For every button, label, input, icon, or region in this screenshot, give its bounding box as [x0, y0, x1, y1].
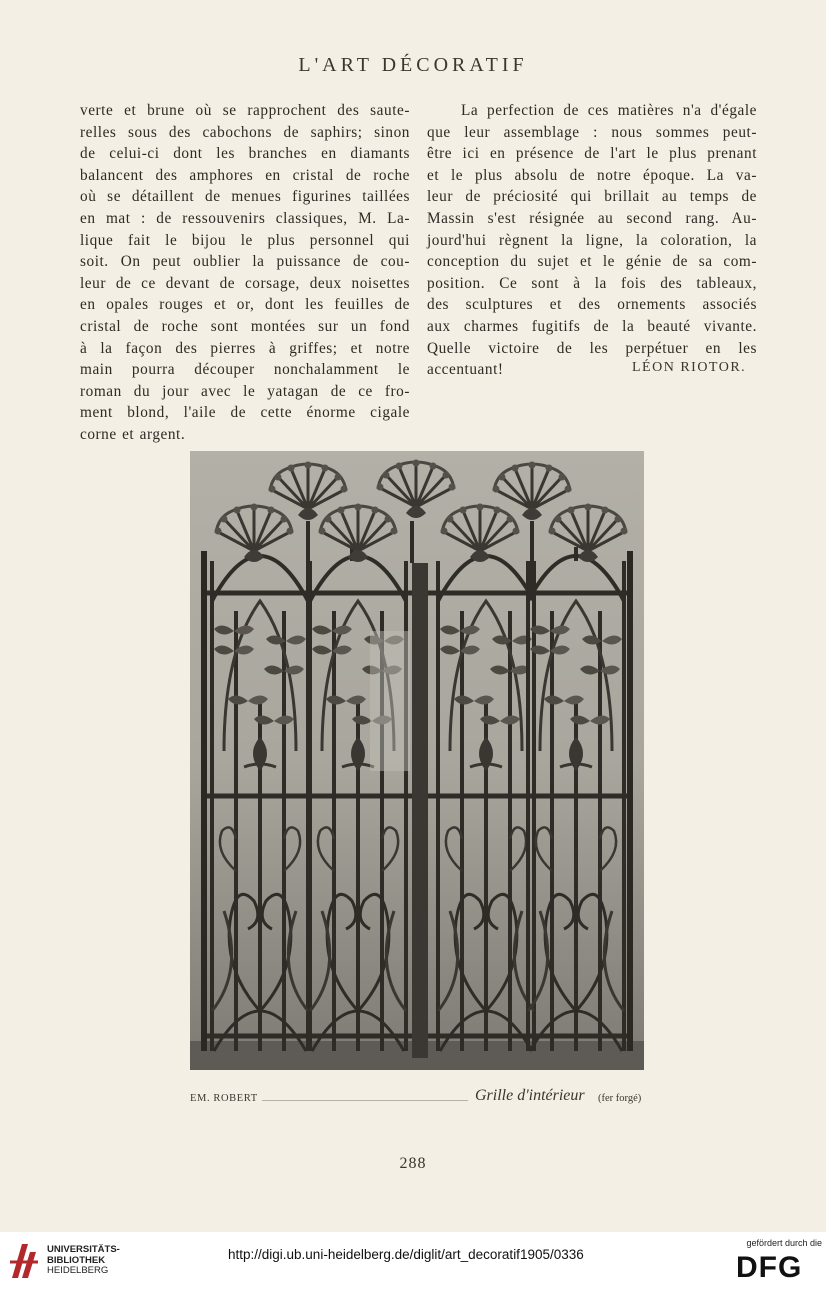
- text-line: relles sous des cabochons de saphirs; sinon: [80, 123, 410, 141]
- text-line: de celui-ci dont les branches en diamants: [80, 145, 410, 163]
- library-name-line: HEIDELBERG: [47, 1265, 109, 1276]
- library-name: [47, 1245, 120, 1277]
- gate-photograph: [190, 451, 644, 1070]
- caption-title: Grille d'intérieur: [475, 1087, 585, 1104]
- text-line: leur de ce devant de corsage, deux noisettes: [80, 274, 410, 292]
- text-line: en opales rouges et or, dont les feuilles de: [80, 296, 410, 314]
- right-text-column: [427, 100, 757, 381]
- footer-bar: [0, 1232, 826, 1291]
- caption-medium: (fer forgé): [598, 1093, 642, 1104]
- page-number: 288: [399, 1155, 427, 1172]
- text-line: verte et brune où se rapprochent des saute-: [80, 102, 410, 119]
- text-line: en mat : de ressouvenirs classiques, M. La-: [80, 209, 410, 227]
- text-line: cristal de roche sont montées sur un fond: [80, 317, 410, 335]
- text-line: où se détaillent de menues figurines taillées: [80, 188, 410, 206]
- wrought-iron-gate-illustration: [190, 451, 644, 1070]
- text-line: être ici en présence de l'art le plus prenant: [427, 145, 757, 163]
- text-line: balancent des amphores en cristal de roche: [80, 166, 410, 184]
- text-line: lique fait le bijou le plus personnel qui: [80, 231, 410, 249]
- left-text-column: [80, 100, 410, 446]
- text-line: conception du sujet et le génie de sa com-: [427, 253, 757, 271]
- text-line: des sculptures et des ornements associés: [427, 296, 757, 314]
- text-line: que leur assemblage : nous sommes peut-: [427, 123, 757, 141]
- text-line: à la façon des pierres à griffes; et notre: [80, 339, 410, 357]
- running-head: L'ART DÉCORATIF: [298, 54, 528, 76]
- text-line: accentuant!: [427, 361, 504, 379]
- text-line: position. Ce sont à la fois des tableaux,: [427, 274, 757, 292]
- library-logo-icon[interactable]: [8, 1240, 42, 1286]
- dfg-logo[interactable]: DFG: [736, 1251, 803, 1284]
- funder-label: gefördert durch die: [746, 1238, 822, 1248]
- text-line: roman du jour avec le yatagan de ce fro-: [80, 382, 410, 400]
- text-line: corne et argent.: [80, 425, 186, 443]
- author-signature: LÉON RIOTOR.: [632, 360, 747, 375]
- text-line: La perfection de ces matières n'a d'égale: [461, 102, 757, 119]
- text-line: ment blond, l'aile de cette énorme cigale: [80, 404, 410, 422]
- permalink-url[interactable]: http://digi.ub.uni-heidelberg.de/diglit/art_decoratif1905/0336: [228, 1247, 584, 1262]
- text-line: leur de préciosité qui brillait au temps de: [427, 188, 757, 206]
- text-line: soit. On peut oublier la puissance de cou-: [80, 253, 410, 271]
- text-line: Massin s'est résignée au second rang. Au-: [427, 209, 757, 227]
- library-name-line: BIBLIOTHEK: [47, 1254, 106, 1266]
- text-line: aux charmes fugitifs de la beauté vivante.: [427, 317, 757, 335]
- text-line: et le plus absolu de notre époque. La va-: [427, 166, 757, 184]
- caption-rule: [262, 1100, 468, 1101]
- text-line: Quelle victoire de les perpétuer en les: [427, 339, 757, 357]
- text-line: jourd'hui règnent la ligne, la coloration, la: [427, 231, 757, 249]
- library-name-line: UNIVERSITÄTS-: [47, 1244, 120, 1255]
- text-line: main pourra découper nonchalamment le: [80, 361, 410, 379]
- caption-artist: EM. ROBERT: [190, 1093, 258, 1104]
